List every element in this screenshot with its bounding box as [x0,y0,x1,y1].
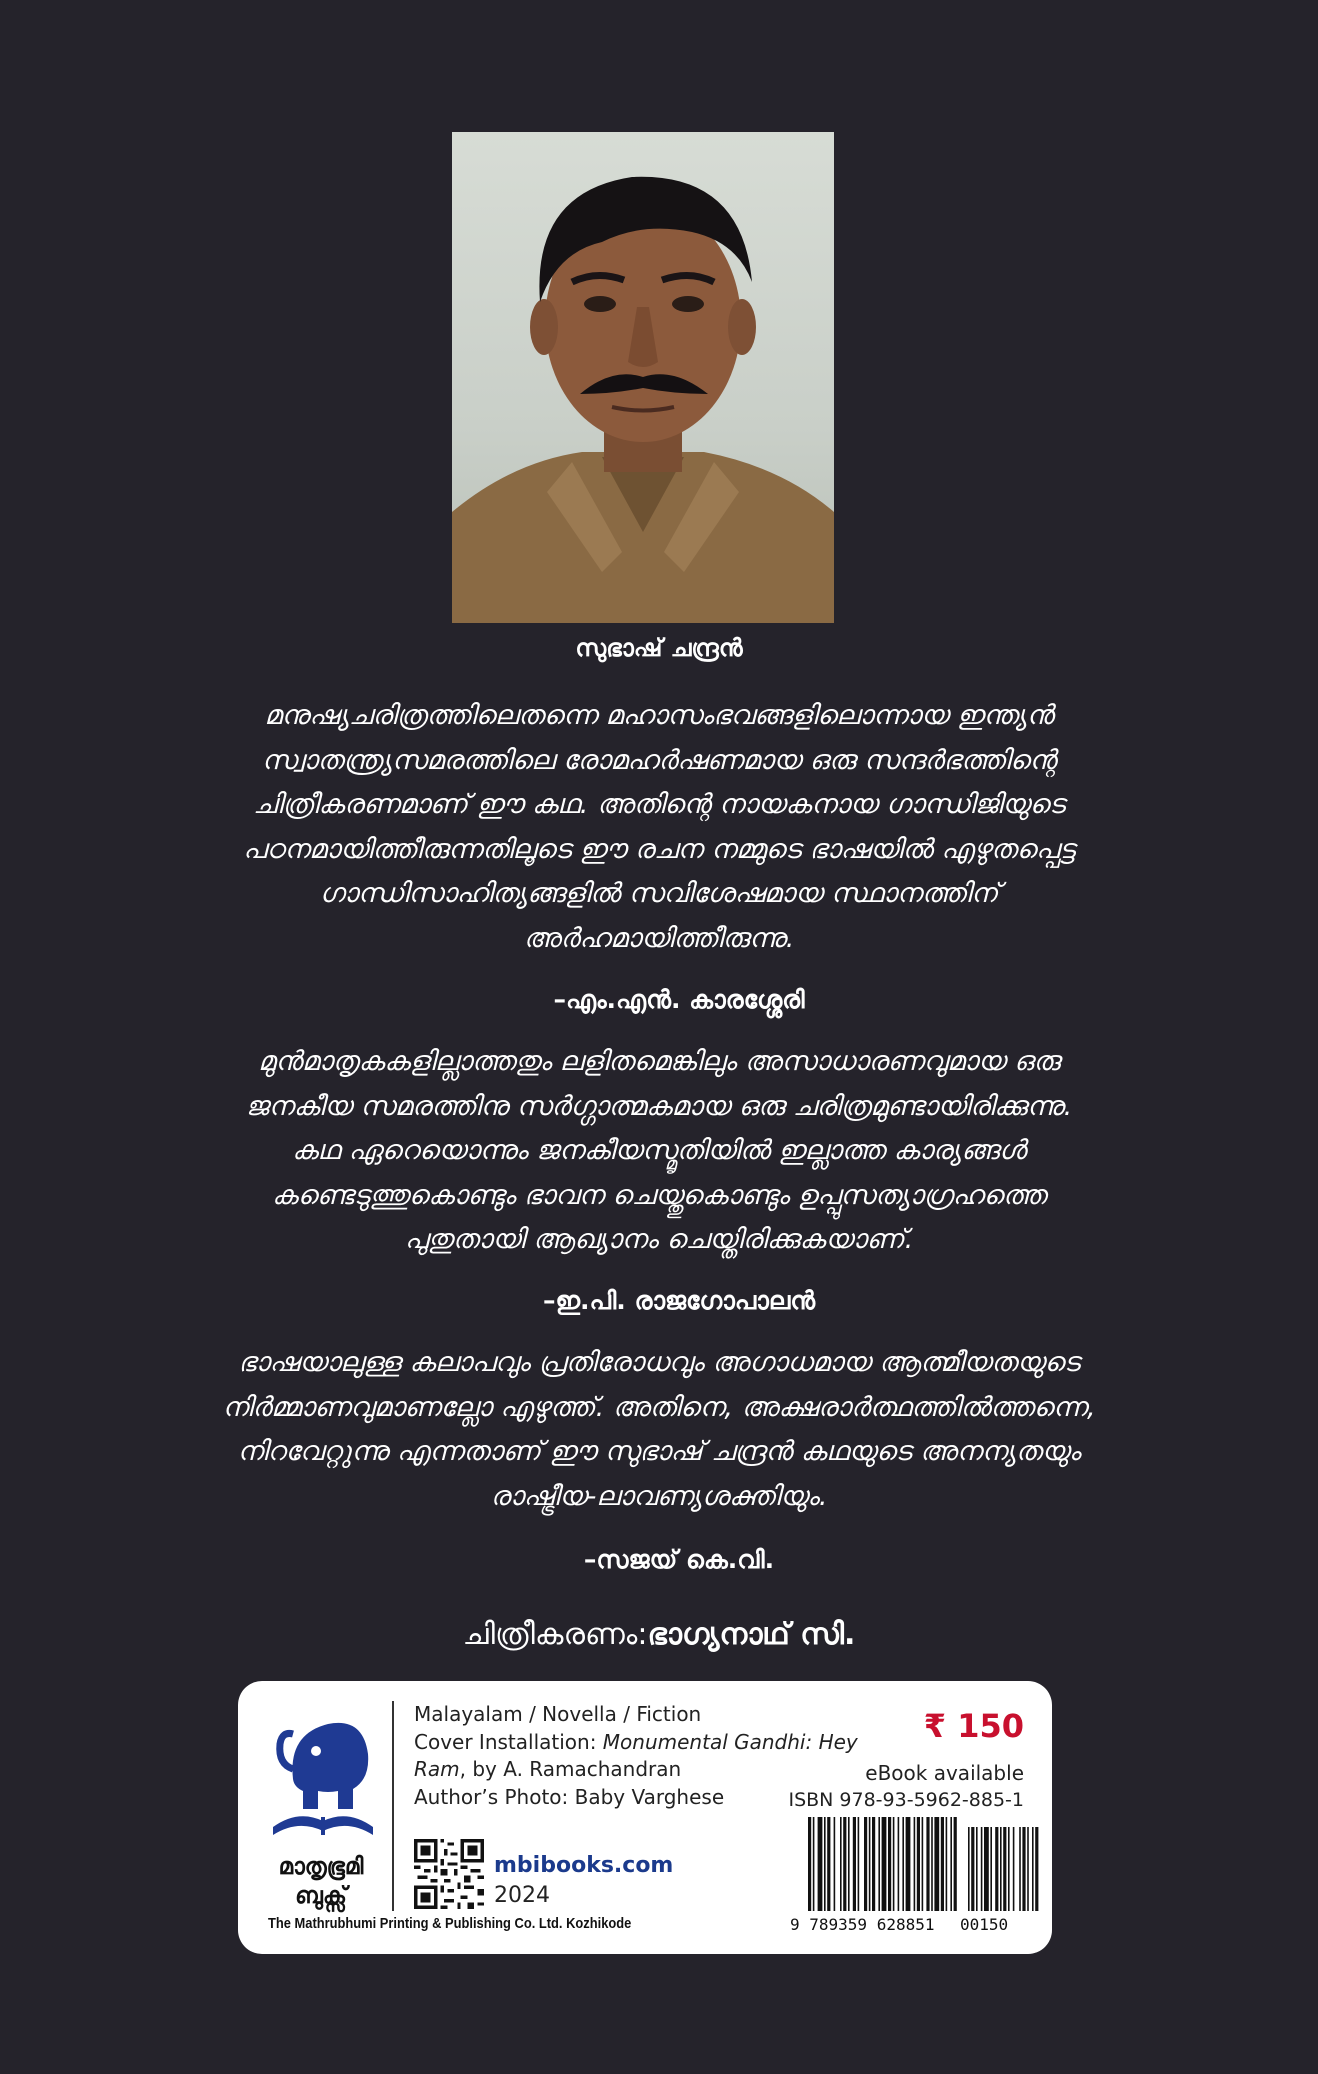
website-link[interactable]: mbibooks.com [494,1853,674,1878]
isbn-number: ISBN 978-93-5962-885-1 [788,1789,1024,1811]
quote-line: കഥ ഏറെയൊന്നും ജനകീയസ്മൃതിയിൽ ഇല്ലാത്ത കാര്യങ്ങൾ [292,1135,1026,1166]
cover-credit-line-2 [414,1756,894,1784]
quote-line: ഗാന്ധിസാഹിത്യങ്ങളിൽ സവിശേഷമായ സ്ഥാനത്തിന് [319,878,999,909]
quote-line: കണ്ടെടുത്തുകൊണ്ടും ഭാവന ചെയ്തുകൊണ്ടും ഉപ്പുസത്യാഗ്രഹത്തെ [271,1179,1047,1211]
ebook-availability: eBook available [865,1761,1024,1785]
qr-code-icon[interactable] [414,1839,484,1909]
quote-line: ജനകീയ സമരത്തിനു സർഗ്ഗാത്മകമായ ഒരു ചരിത്രമുണ്ടായിരിക്കുന്നു. [245,1090,1073,1122]
price-label: ₹ 150 [923,1707,1024,1745]
quote-line: നിർമ്മാണവുമാണല്ലോ എഴുത്ത്. അതിനെ, അക്ഷരാർത്ഥത്തിൽത്തന്നെ, [222,1391,1096,1423]
logo-text-line: ബുക്സ് [295,1883,347,1909]
quote-line: പുതുതായി ആഖ്യാനം ചെയ്തിരിക്കുകയാണ്. [404,1224,914,1255]
quote-line: രാഷ്ട്രീയ-ലാവണ്യശക്തിയും. [490,1480,828,1512]
cover-title-part-2: Ram [414,1757,460,1781]
panel-divider [392,1701,394,1911]
genre-text: Malayalam / Novella / Fiction [414,1702,702,1726]
quote-line: സ്വാതന്ത്ര്യസമരത്തിലെ രോമഹർഷണമായ ഒരു സന്ദർഭത്തിന്റെ [261,744,1057,776]
quote-attribution-3: –സജയ് കെ.വി. [583,1545,775,1574]
author-portrait-illustration [452,132,834,623]
illustration-credit-label: ചിത്രീകരണം: [462,1617,648,1652]
cover-credit-prefix: Cover Installation: [414,1729,603,1754]
review-quote-2 [130,1040,1188,1263]
cover-credit-suffix: , by A. Ramachandran [459,1757,682,1781]
barcode-main-number: 9 789359 628851 [790,1915,935,1934]
quote-attribution-1: –എം.എൻ. കാരശ്ശേരി [553,985,805,1014]
author-photo-credit: Author’s Photo: Baby Varghese [414,1784,725,1809]
barcode-addon-number: 00150 [960,1915,1009,1934]
review-quote-3 [130,1341,1188,1519]
author-photo-caption: സുഭാഷ് ചന്ദ്രൻ [575,634,743,662]
publisher-info-panel [238,1681,1052,1954]
cover-credit-line-1 [414,1729,894,1757]
illustration-credit [0,1617,1318,1652]
publication-year: 2024 [494,1883,550,1908]
quote-line: പഠനമായിത്തീരുന്നതിലൂടെ ഈ രചന നമ്മുടെ ഭാഷയിൽ എഴുതപ്പെട്ട [243,833,1075,865]
mathrubhumi-elephant-book-icon [268,1709,378,1849]
printer-name: The Mathrubhumi Printing & Publishing Co. Ltd. Kozhikode [268,1915,632,1932]
quote-line: മുൻമാതൃകകളില്ലാത്തതും ലളിതമെങ്കിലും അസാധാരണവുമായ ഒരു [258,1046,1060,1077]
isbn-barcode [808,1817,1040,1911]
quote-line: മനുഷ്യചരിത്രത്തിലെതന്നെ മഹാസംഭവങ്ങളിലൊന്നായ ഇന്ത്യൻ [264,700,1054,731]
illustrator-name: ഭാഗ്യനാഥ് സി. [647,1617,856,1652]
quote-line: ചിത്രീകരണമാണ് ഈ കഥ. അതിന്റെ നായകനായ ഗാന്ധിജിയുടെ [253,789,1065,820]
logo-text-line: മാതൃഭൂമി [278,1854,364,1880]
author-photo [452,132,834,623]
publisher-logo-text [266,1853,376,1911]
quote-line: ഭാഷയാലുള്ള കലാപവും പ്രതിരോധവും അഗാധമായ ആത്മീയതയുടെ [238,1347,1080,1378]
quote-attribution-2: –ഇ.പി. രാജഗോപാലൻ [542,1286,816,1315]
quote-line: നിറവേറ്റുന്നു എന്നതാണ് ഈ സുഭാഷ് ചന്ദ്രൻ കഥയുടെ അനന്യതയും [237,1436,1081,1467]
quote-line: അർഹമായിത്തീരുന്നു. [523,922,795,954]
cover-title-part-1: Monumental Gandhi: Hey [602,1729,858,1754]
review-quote-1 [130,694,1188,961]
